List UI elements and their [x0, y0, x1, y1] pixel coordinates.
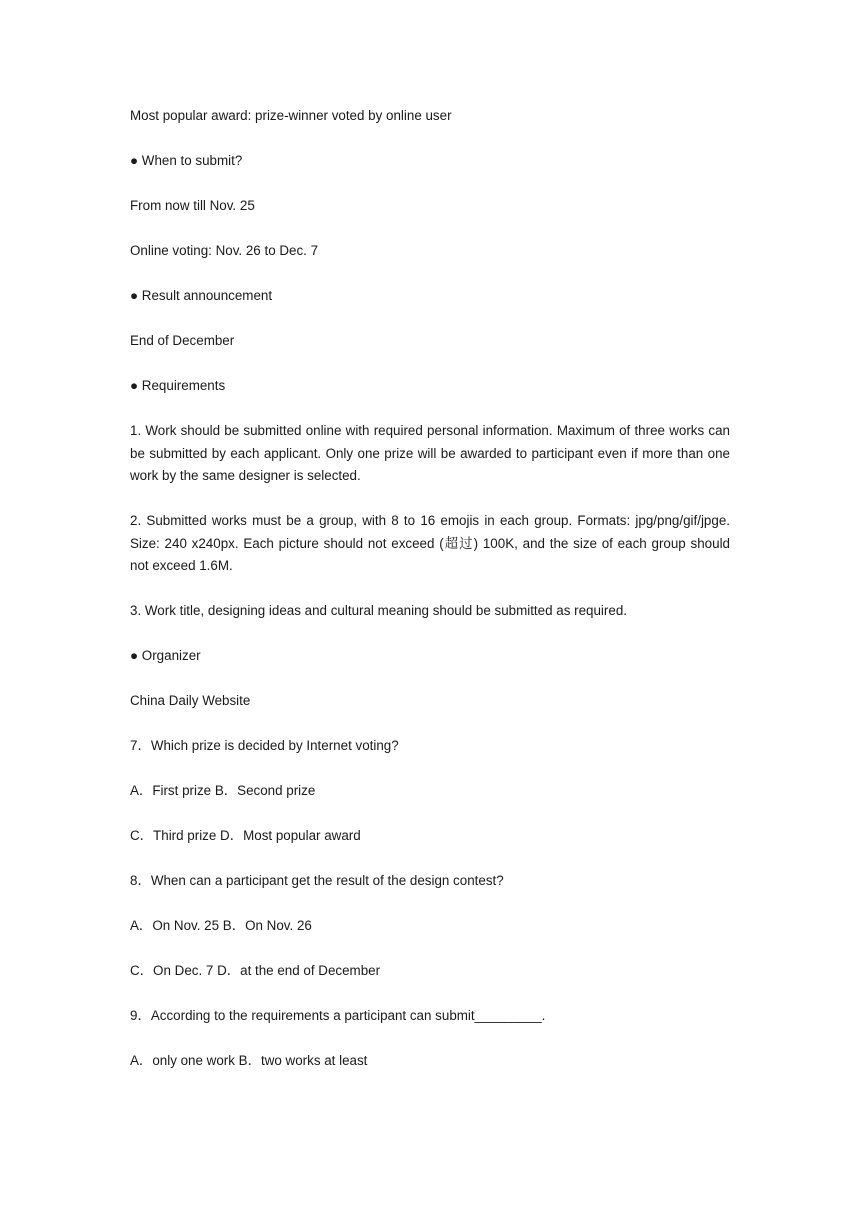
question-9-options-ab: A．only one work B．two works at least — [130, 1053, 368, 1068]
section-heading-result-announcement: ● Result announcement — [130, 288, 273, 303]
section-heading-when-to-submit: ● When to submit? — [130, 153, 243, 168]
award-description: Most popular award: prize-winner voted by online user — [130, 108, 452, 123]
requirement-2: 2. Submitted works must be a group, with 8 to 16 emojis in each group. Formats: jpg/png/gif/jpge. Size: 240 x240px. Each picture should not exceed (超过) 100K, and the size of each group should not exceed 1.6M. — [130, 513, 730, 573]
document-page — [130, 105, 730, 1095]
requirement-3: 3. Work title, designing ideas and cultural meaning should be submitted as required. — [130, 603, 627, 618]
question-7-options-cd: C．Third prize D．Most popular award — [130, 828, 361, 843]
result-date: End of December — [130, 333, 235, 348]
question-9: 9．According to the requirements a participant can submit_________. — [130, 1008, 546, 1023]
organizer-name: China Daily Website — [130, 693, 251, 708]
online-voting-period: Online voting: Nov. 26 to Dec. 7 — [130, 243, 319, 258]
question-7-options-ab: A．First prize B．Second prize — [130, 783, 316, 798]
requirement-1: 1. Work should be submitted online with required personal information. Maximum of three works can be submitted by each applicant. Only one prize will be awarded to participant even if more than one work by the same designer is selected. — [130, 423, 730, 483]
question-8: 8．When can a participant get the result of the design contest? — [130, 873, 504, 888]
submission-period: From now till Nov. 25 — [130, 198, 255, 213]
section-heading-organizer: ● Organizer — [130, 648, 201, 663]
question-7: 7．Which prize is decided by Internet voting? — [130, 738, 399, 753]
section-heading-requirements: ● Requirements — [130, 378, 226, 393]
question-8-options-cd: C．On Dec. 7 D．at the end of December — [130, 963, 381, 978]
question-8-options-ab: A．On Nov. 25 B．On Nov. 26 — [130, 918, 312, 933]
